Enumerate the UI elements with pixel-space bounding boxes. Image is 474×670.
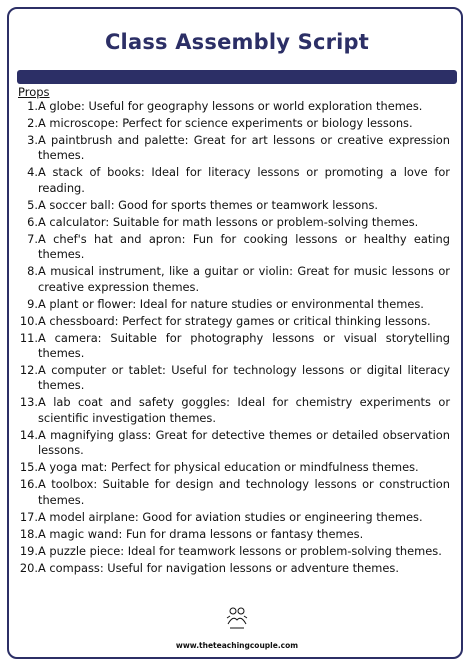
teaching-couple-logo-icon <box>224 604 250 630</box>
list-item-number: 2. <box>27 116 38 130</box>
list-item-text: A computer or tablet: Useful for technology lessons or digital literacy themes. <box>38 363 450 393</box>
title-divider-bar <box>17 70 457 84</box>
list-item-number: 11. <box>19 330 38 345</box>
list-item-text: A globe: Useful for geography lessons or world exploration themes. <box>38 99 423 113</box>
list-item <box>18 331 450 362</box>
list-item <box>18 232 450 263</box>
list-item <box>18 133 450 164</box>
list-item-number: 6. <box>27 214 38 229</box>
list-item <box>18 198 450 213</box>
list-item-number: 19. <box>19 543 38 558</box>
list-item-text: A musical instrument, like a guitar or violin: Great for music lessons or creative expression themes. <box>38 264 450 294</box>
list-item-number: 15. <box>19 460 38 475</box>
list-item-text: A compass: Useful for navigation lessons or adventure themes. <box>38 560 399 575</box>
list-item-number: 1. <box>27 99 38 113</box>
footer-url: www.theteachingcouple.com <box>175 641 299 650</box>
list-item <box>18 165 450 196</box>
list-item-text: A magnifying glass: Great for detective themes or detailed observation lessons. <box>38 427 450 458</box>
list-item <box>18 297 450 312</box>
list-item-number: 16. <box>19 477 38 492</box>
list-item <box>18 363 450 394</box>
list-item-number: 8. <box>27 264 38 279</box>
list-item <box>18 544 450 559</box>
list-item-number: 18. <box>19 526 38 541</box>
list-item-number: 3. <box>27 133 38 147</box>
list-item <box>18 99 450 114</box>
list-item-text: A toolbox: Suitable for design and technology lessons or construction themes. <box>38 477 450 507</box>
list-item-text: A lab coat and safety goggles: Ideal for chemistry experiments or scientific investigation themes. <box>38 395 450 425</box>
list-item-number: 12. <box>19 363 38 378</box>
list-item-text: A calculator: Suitable for math lessons or problem-solving themes. <box>38 214 419 229</box>
list-item <box>18 510 450 525</box>
list-item-number: 7. <box>27 231 38 246</box>
list-item <box>18 215 450 230</box>
list-item-number: 14. <box>19 427 38 442</box>
list-item-text: A soccer ball: Good for sports themes or teamwork lessons. <box>38 197 379 212</box>
list-item-text: A puzzle piece: Ideal for teamwork lessons or problem-solving themes. <box>38 543 442 558</box>
list-item <box>18 561 450 576</box>
list-item-text: A microscope: Perfect for science experiments or biology lessons. <box>38 116 413 130</box>
list-item-number: 5. <box>27 197 38 212</box>
list-item-number: 10. <box>19 313 38 328</box>
list-item <box>18 477 450 508</box>
list-item-text: A chessboard: Perfect for strategy games or critical thinking lessons. <box>38 313 431 328</box>
list-item-number: 4. <box>27 165 38 180</box>
list-item-text: A paintbrush and palette: Great for art lessons or creative expression themes. <box>38 133 450 163</box>
list-item <box>18 116 450 131</box>
props-heading: Props <box>18 85 50 99</box>
list-item <box>18 264 450 295</box>
list-item-text: A yoga mat: Perfect for physical education or mindfulness themes. <box>38 460 419 475</box>
list-item <box>18 527 450 542</box>
list-item-text: A camera: Suitable for photography lessons or visual storytelling themes. <box>38 330 450 361</box>
list-item <box>18 314 450 329</box>
list-item-text: A plant or flower: Ideal for nature studies or environmental themes. <box>38 296 424 311</box>
list-item-text: A chef's hat and apron: Fun for cooking lessons or healthy eating themes. <box>38 231 450 262</box>
page-title: Class Assembly Script <box>104 30 370 54</box>
list-item <box>18 428 450 459</box>
list-item-number: 13. <box>19 395 38 410</box>
props-list <box>18 99 450 578</box>
list-item-text: A stack of books: Ideal for literacy lessons or promoting a love for reading. <box>38 165 450 195</box>
list-item <box>18 395 450 426</box>
list-item-text: A magic wand: Fun for drama lessons or fantasy themes. <box>38 526 364 541</box>
list-item-number: 17. <box>19 509 38 524</box>
list-item-text: A model airplane: Good for aviation studies or engineering themes. <box>38 509 423 524</box>
list-item-number: 9. <box>27 296 38 311</box>
list-item <box>18 460 450 475</box>
list-item-number: 20. <box>19 560 38 575</box>
